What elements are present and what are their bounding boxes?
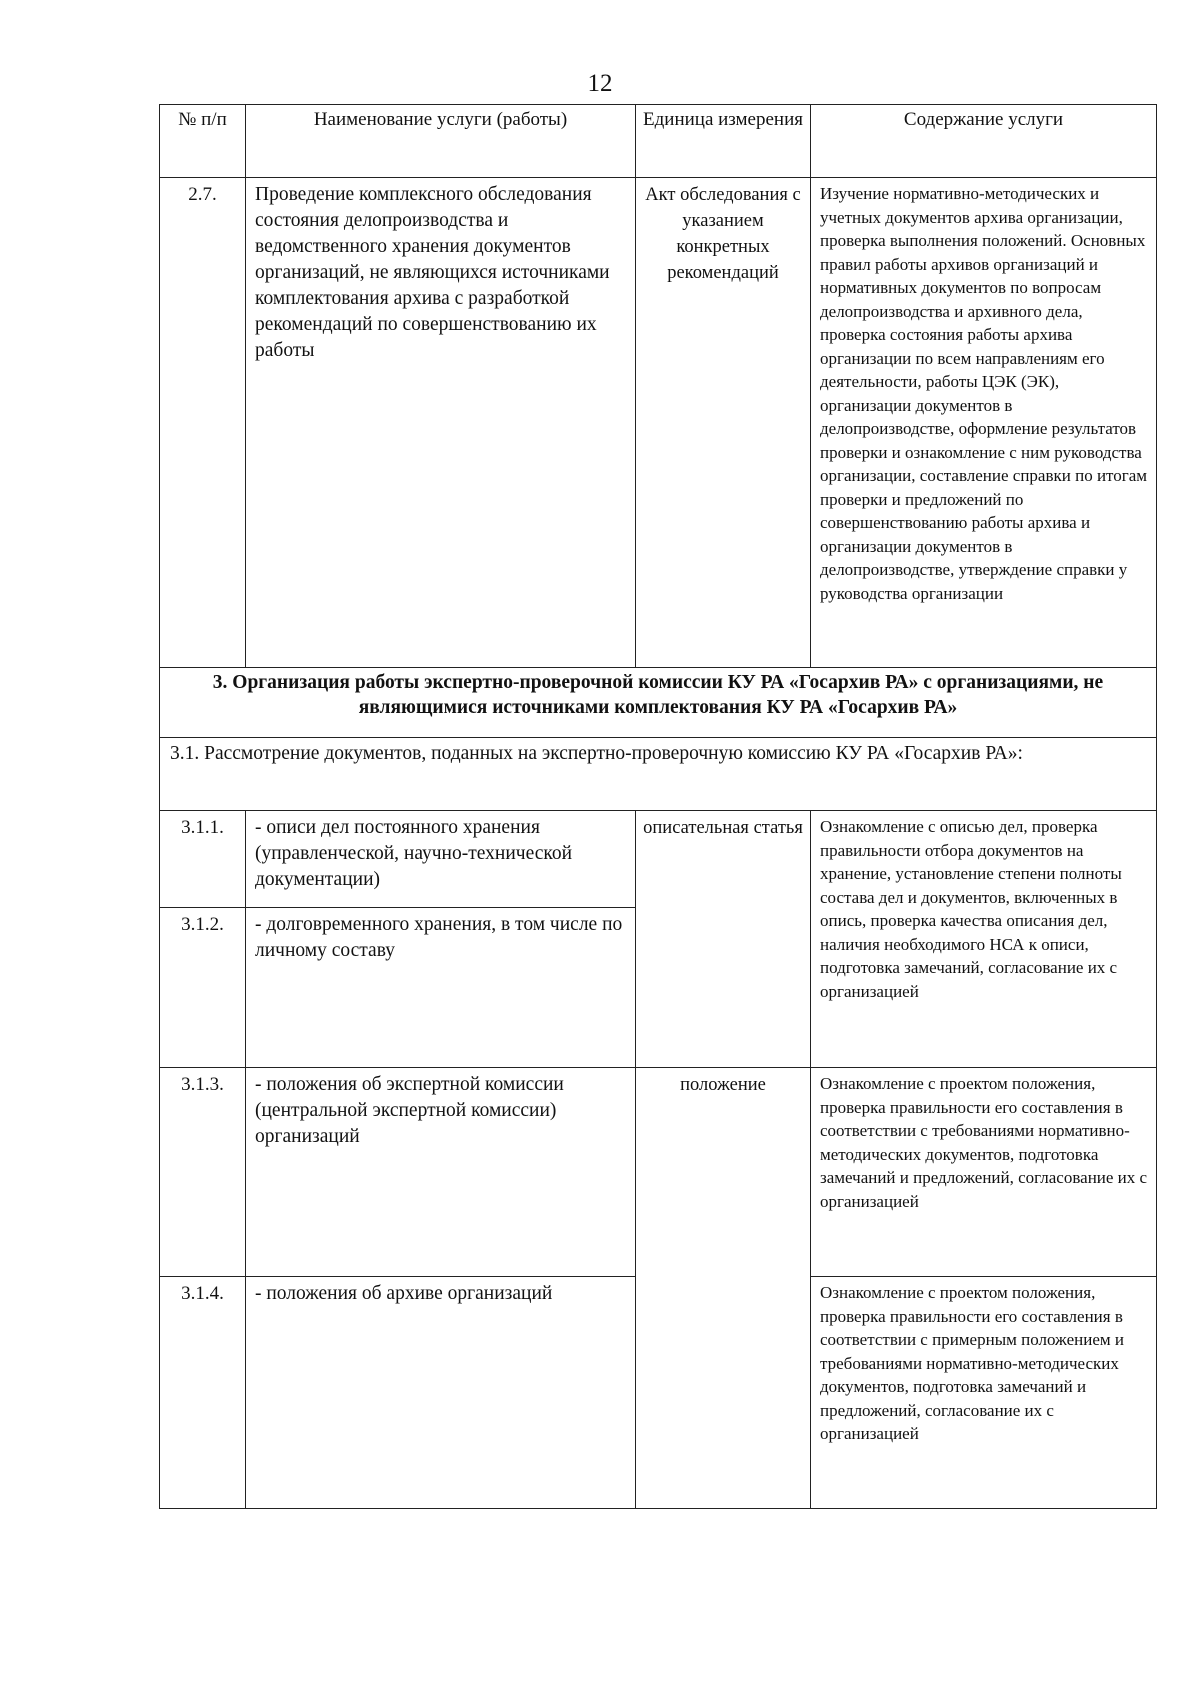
row-name: Проведение комплексного обследования состояния делопроизводства и ведомственного хранения документов организаций, не являющихся источниками комплектования архива с разработкой рекомендаций по совершенствованию их работы — [246, 178, 636, 668]
row-name: - описи дел постоянного хранения (управленческой, научно-технической документации) — [246, 811, 636, 908]
page-number: 12 — [587, 70, 613, 97]
subsection-row — [160, 738, 1157, 811]
row-content: Изучение нормативно-методических и учетных документов архива организации, проверка выполнения положений. Основных правил работы архивов организаций и нормативных документов по вопросам делопроизводства и архивного дела, проверка состояния работы архива организации по всем направлениям его деятельности, работы ЦЭК (ЭК), организации документов в делопроизводстве, оформление результатов проверки и ознакомление с ним руководства организации, составление справки по итогам проверки и предложений по совершенствованию работы архива и организации документов в делопроизводстве, утверждение справки у руководства организации — [811, 178, 1157, 668]
table-row — [160, 1068, 1157, 1277]
section-row — [160, 668, 1157, 738]
header-content: Содержание услуги — [811, 105, 1157, 178]
table-row — [160, 178, 1157, 668]
header-name: Наименование услуги (работы) — [246, 105, 636, 178]
row-name: - долговременного хранения, в том числе по личному составу — [246, 908, 636, 1068]
header-num: № п/п — [160, 105, 246, 178]
header-unit: Единица измерения — [636, 105, 811, 178]
services-table — [159, 104, 1157, 1509]
subsection-text: 3.1. Рассмотрение документов, поданных на экспертно-проверочную комиссию КУ РА «Госархив РА»: — [160, 738, 1157, 811]
section-title: 3. Организация работы экспертно-проверочной комиссии КУ РА «Госархив РА» с организациями, не являющимися источниками комплектования КУ РА «Госархив РА» — [160, 668, 1157, 738]
row-unit: Акт обследования с указанием конкретных рекомендаций — [636, 178, 811, 668]
row-num: 2.7. — [160, 178, 246, 668]
row-num: 3.1.2. — [160, 908, 246, 1068]
row-num: 3.1.4. — [160, 1277, 246, 1509]
row-content: Ознакомление с описью дел, проверка правильности отбора документов на хранение, установление степени полноты состава дел и документов, включенных в опись, проверка качества описания дел, наличия необходимого НСА к описи, подготовка замечаний, согласование их с организацией — [811, 811, 1157, 1068]
row-name: - положения об архиве организаций — [246, 1277, 636, 1509]
table-row — [160, 811, 1157, 908]
row-unit: описательная статья — [636, 811, 811, 1068]
row-name: - положения об экспертной комиссии (центральной экспертной комиссии) организаций — [246, 1068, 636, 1277]
row-content: Ознакомление с проектом положения, проверка правильности его составления в соответствии с требованиями нормативно-методических документов, подготовка замечаний и предложений, согласование их с организацией — [811, 1068, 1157, 1277]
row-content: Ознакомление с проектом положения, проверка правильности его составления в соответствии с примерным положением и требованиями нормативно-методических документов, подготовка замечаний и предложений, согласование их с организацией — [811, 1277, 1157, 1509]
row-num: 3.1.3. — [160, 1068, 246, 1277]
row-num: 3.1.1. — [160, 811, 246, 908]
table-header-row — [160, 105, 1157, 178]
row-unit: положение — [636, 1068, 811, 1509]
